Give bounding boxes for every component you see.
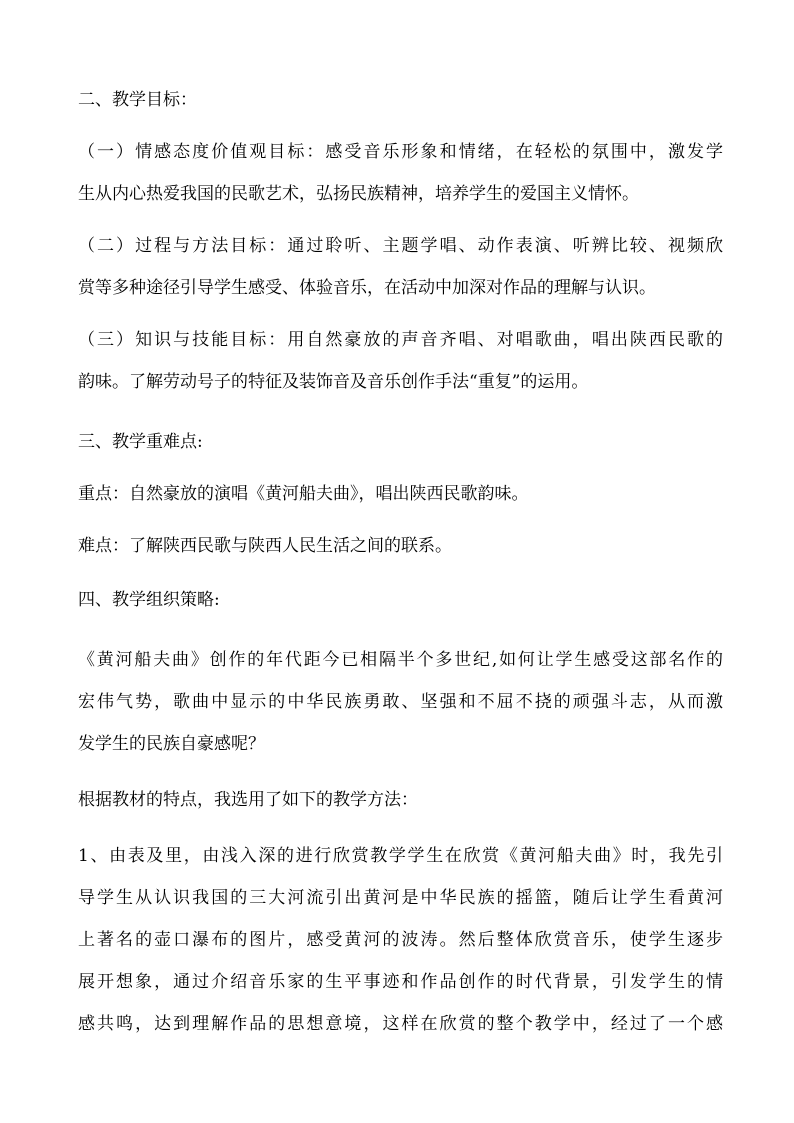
goal-2-line-1: （二）过程与方法目标：通过聆听、主题学唱、动作表演、听辨比较、视频欣	[78, 236, 723, 256]
goal-3-line-1: （三）知识与技能目标：用自然豪放的声音齐唱、对唱歌曲，唱出陕西民歌的	[78, 330, 723, 350]
goal-3-line-2: 韵味。了解劳动号子的特征及装饰音及音乐创作手法“重复”的运用。	[78, 372, 589, 392]
method-1-line-2: 导学生从认识我国的三大河流引出黄河是中华民族的摇篮，随后让学生看黄河	[78, 888, 723, 908]
method-1-line-4: 展开想象，通过介绍音乐家的生平事迹和作品创作的时代背景，引发学生的情	[78, 972, 723, 992]
goal-1-line-2: 生从内心热爱我国的民歌艺术，弘扬民族精神，培养学生的爱国主义情怀。	[78, 184, 639, 204]
intro-line-2: 宏伟气势，歌曲中显示的中华民族勇敢、坚强和不屈不挠的顽强斗志，从而激	[78, 692, 723, 712]
method-1-line-1: 1、由表及里，由浅入深的进行欣赏教学学生在欣赏《黄河船夫曲》时，我先引	[78, 846, 723, 866]
goal-2-line-2: 赏等多种途径引导学生感受、体验音乐，在活动中加深对作品的理解与认识。	[78, 278, 656, 298]
goal-1-line-1: （一）情感态度价值观目标：感受音乐形象和情绪，在轻松的氛围中，激发学	[78, 142, 723, 162]
method-1-line-5: 感共鸣，达到理解作品的思想意境，这样在欣赏的整个教学中，经过了一个感	[78, 1014, 723, 1034]
section-two-heading: 二、教学目标：	[78, 90, 197, 110]
intro-line-1: 《黄河船夫曲》创作的年代距今已相隔半个多世纪,如何让学生感受这部名作的	[78, 650, 723, 670]
key-point: 重点：自然豪放的演唱《黄河船夫曲》，唱出陕西民歌韵味。	[78, 484, 529, 504]
section-four-heading: 四、教学组织策略:	[78, 590, 220, 610]
difficult-point: 难点：了解陕西民歌与陕西人民生活之间的联系。	[78, 536, 452, 556]
section-three-heading: 三、教学重难点:	[78, 432, 203, 452]
methods-intro: 根据教材的特点，我选用了如下的教学方法：	[78, 790, 418, 810]
method-1-line-3: 上著名的壶口瀑布的图片，感受黄河的波涛。然后整体欣赏音乐，使学生逐步	[78, 930, 723, 950]
intro-line-3: 发学生的民族自豪感呢？	[78, 734, 265, 754]
